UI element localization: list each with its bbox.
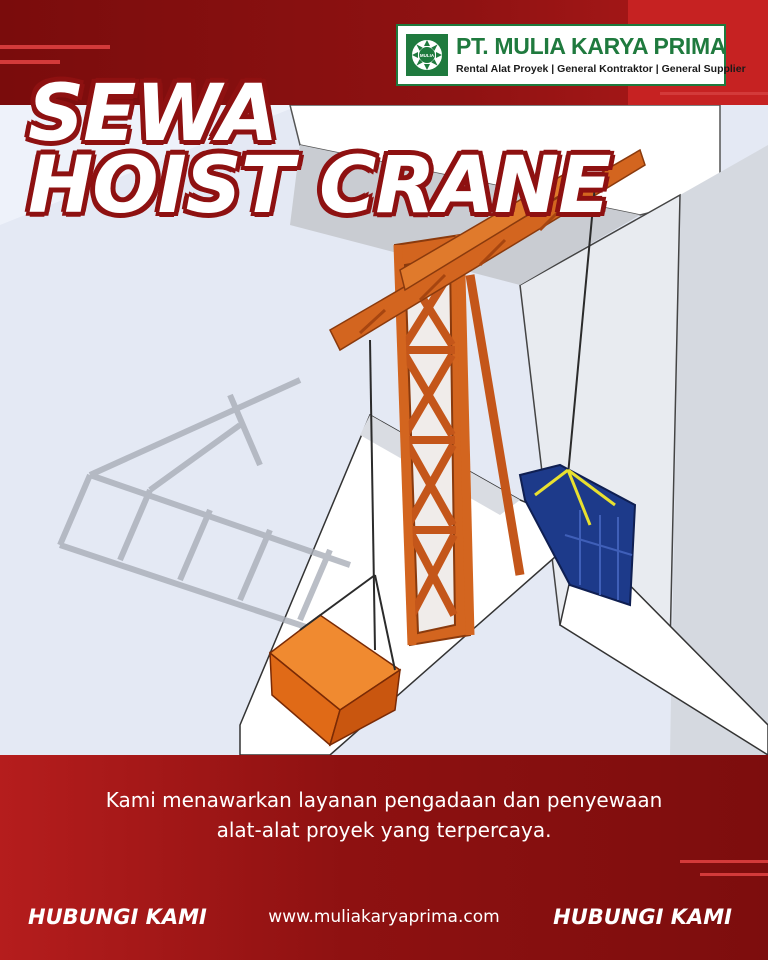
contact-us-link-right[interactable]: HUBUNGI KAMI	[553, 905, 732, 929]
company-logo	[396, 24, 746, 86]
website-link[interactable]: www.muliakaryaprima.com	[268, 907, 500, 927]
decorative-stripe	[0, 60, 60, 64]
footer	[0, 755, 768, 960]
service-description-line-1: Kami menawarkan layanan pengadaan dan penyewaan	[105, 788, 663, 812]
contact-us-link-left[interactable]: HUBUNGI KAMI	[28, 905, 207, 929]
decorative-stripe	[0, 45, 110, 49]
service-description	[0, 785, 768, 845]
decorative-stripe	[700, 873, 768, 876]
decorative-stripe	[660, 92, 768, 95]
emblem-text: MULIA	[419, 53, 435, 58]
company-tagline: Rental Alat Proyek | General Kontraktor | General Supplier	[456, 63, 746, 75]
title-line-2: HOIST CRANE	[28, 141, 611, 231]
mulia-emblem-icon	[406, 34, 448, 76]
page-title	[28, 69, 611, 231]
service-description-line-2: alat-alat proyek yang terpercaya.	[216, 818, 552, 842]
title-line-1: SEWA	[28, 69, 278, 159]
company-name: PT. MULIA KARYA PRIMA	[456, 33, 727, 59]
decorative-stripe	[680, 860, 768, 863]
